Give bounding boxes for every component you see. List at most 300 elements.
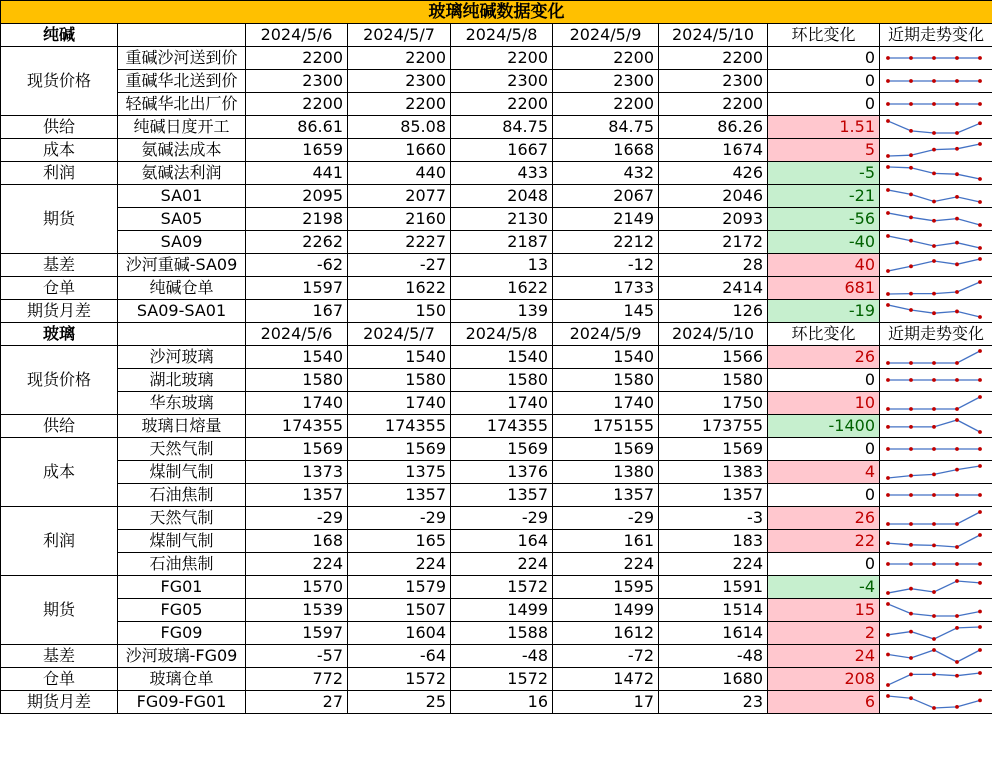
sparkline-point [886,602,890,606]
value-cell: 1740 [451,392,553,415]
sparkline-point [932,219,936,223]
value-cell: 1569 [659,438,768,461]
sparkline-point [932,102,936,106]
value-cell: 1375 [348,461,451,484]
table-row [1,47,992,70]
sparkline-chart [880,208,988,230]
sparkline-point [978,581,982,585]
trend-cell [880,668,992,691]
sparkline-point [955,522,959,526]
sparkline-point [886,562,890,566]
value-cell: 2300 [246,70,348,93]
sparkline-point [886,165,890,169]
item-name: 玻璃仓单 [118,668,246,691]
value-cell: 2130 [451,208,553,231]
value-cell: 2160 [348,208,451,231]
change-cell: -40 [768,231,880,254]
change-cell: 4 [768,461,880,484]
sparkline-point [932,522,936,526]
table-row [1,70,992,93]
category-cell: 现货价格 [1,346,118,415]
item-name: FG09-FG01 [118,691,246,714]
sparkline-chart [880,346,988,368]
trend-cell [880,438,992,461]
category-cell: 利润 [1,507,118,576]
category-cell: 期货月差 [1,300,118,323]
sparkline-point [955,172,959,176]
sparkline-chart [880,116,988,138]
sparkline-point [955,493,959,497]
value-cell: 126 [659,300,768,323]
sparkline-point [978,430,982,434]
sparkline-point [978,177,982,181]
date-header: 2024/5/7 [348,323,451,346]
sparkline-point [978,280,982,284]
value-cell: -27 [348,254,451,277]
value-cell: 1514 [659,599,768,622]
sparkline-point [955,131,959,135]
sparkline-point [932,244,936,248]
item-name: 轻碱华北出厂价 [118,93,246,116]
value-cell: 1622 [451,277,553,300]
sparkline-point [932,493,936,497]
sparkline-point [955,56,959,60]
sparkline-point [909,612,913,616]
sparkline-point [932,614,936,618]
sparkline-point [886,493,890,497]
table-row [1,530,992,553]
value-cell: 1612 [553,622,659,645]
value-cell: 16 [451,691,553,714]
table-row [1,208,992,231]
date-header: 2024/5/9 [553,323,659,346]
value-cell: 2149 [553,208,659,231]
value-cell: 1614 [659,622,768,645]
value-cell: 2067 [553,185,659,208]
value-cell: 28 [659,254,768,277]
table-row [1,231,992,254]
sparkline-point [978,533,982,537]
trend-cell [880,369,992,392]
sparkline-point [978,698,982,702]
sparkline-point [978,395,982,399]
trend-cell [880,484,992,507]
change-cell: 26 [768,346,880,369]
value-cell: 1750 [659,392,768,415]
sparkline-point [955,241,959,245]
item-name: 天然气制 [118,438,246,461]
value-cell: 1472 [553,668,659,691]
value-cell: -29 [451,507,553,530]
sparkline-point [909,696,913,700]
sparkline-point [932,425,936,429]
sparkline-point [886,476,890,480]
sparkline-chart [880,576,988,598]
value-cell: 27 [246,691,348,714]
sparkline-point [886,407,890,411]
sparkline-point [886,694,890,698]
sparkline-chart [880,438,988,460]
trend-cell [880,231,992,254]
item-name: 重碱沙河送到价 [118,47,246,70]
change-cell: -21 [768,185,880,208]
change-cell: 26 [768,507,880,530]
value-cell: 224 [659,553,768,576]
value-cell: 1579 [348,576,451,599]
value-cell: 2414 [659,277,768,300]
table-row [1,185,992,208]
sparkline-point [886,119,890,123]
sparkline-point [978,671,982,675]
sparkline-point [909,543,913,547]
sparkline-point [886,633,890,637]
item-name: 氨碱法利润 [118,162,246,185]
value-cell: 164 [451,530,553,553]
value-cell: 1580 [246,369,348,392]
trend-cell [880,622,992,645]
item-name: 天然气制 [118,507,246,530]
value-cell: 145 [553,300,659,323]
sparkline-point [932,706,936,710]
value-cell: 2212 [553,231,659,254]
value-cell: 1659 [246,139,348,162]
value-cell: 1540 [348,346,451,369]
value-cell: 426 [659,162,768,185]
category-cell: 期货月差 [1,691,118,714]
sparkline-point [955,705,959,709]
sparkline-point [909,673,913,677]
sparkline-point [955,147,959,151]
table-row [1,415,992,438]
change-cell: 22 [768,530,880,553]
item-name: 煤制气制 [118,530,246,553]
sparkline-point [932,673,936,677]
value-cell: 2200 [348,47,451,70]
sparkline-chart [880,461,988,483]
change-cell: 5 [768,139,880,162]
sparkline-chart [880,392,988,414]
item-name: 煤制气制 [118,461,246,484]
value-cell: 1499 [553,599,659,622]
table-row [1,599,992,622]
sparkline-point [932,648,936,652]
item-name: 纯碱日度开工 [118,116,246,139]
value-cell: 2300 [659,70,768,93]
sparkline-chart [880,599,988,621]
change-cell: 0 [768,438,880,461]
sparkline-point [955,626,959,630]
trend-cell [880,93,992,116]
sparkline-point [978,121,982,125]
table-row [1,116,992,139]
sparkline-point [909,56,913,60]
sparkline-point [932,378,936,382]
table-row [1,139,992,162]
value-cell: 1674 [659,139,768,162]
change-header: 环比变化 [768,24,880,47]
table-row [1,93,992,116]
sparkline-point [886,56,890,60]
sparkline-point [932,311,936,315]
sparkline-point [909,361,913,365]
value-cell: 1595 [553,576,659,599]
sparkline-point [978,315,982,319]
sparkline-point [886,591,890,595]
item-name: 氨碱法成本 [118,139,246,162]
sparkline-point [886,269,890,273]
sparkline-point [978,510,982,514]
change-cell: -19 [768,300,880,323]
value-cell: 1376 [451,461,553,484]
table-row [1,461,992,484]
value-cell: 84.75 [451,116,553,139]
sparkline-chart [880,300,988,322]
value-cell: -57 [246,645,348,668]
value-cell: 1580 [451,369,553,392]
trend-cell [880,507,992,530]
trend-header: 近期走势变化 [880,24,992,47]
section-header-row [1,323,992,346]
sparkline-point [909,562,913,566]
value-cell: 2200 [553,93,659,116]
table-row [1,507,992,530]
value-cell: 2172 [659,231,768,254]
sparkline-chart [880,622,988,644]
sparkline-point [932,543,936,547]
table-row [1,576,992,599]
value-cell: 1569 [553,438,659,461]
value-cell: 2200 [451,93,553,116]
item-name: 湖北玻璃 [118,369,246,392]
value-cell: -3 [659,507,768,530]
category-cell: 期货 [1,185,118,254]
value-cell: 1733 [553,277,659,300]
category-cell: 现货价格 [1,47,118,116]
sparkline-chart [880,553,988,575]
value-cell: 86.61 [246,116,348,139]
header-blank [118,323,246,346]
sparkline-point [978,378,982,382]
value-cell: 441 [246,162,348,185]
sparkline-point [909,79,913,83]
sparkline-point [955,418,959,422]
change-cell: 10 [768,392,880,415]
sparkline-point [955,262,959,266]
value-cell: 1604 [348,622,451,645]
trend-cell [880,691,992,714]
trend-cell [880,162,992,185]
sparkline-point [955,674,959,678]
change-cell: 0 [768,369,880,392]
value-cell: 2046 [659,185,768,208]
sparkline-point [955,447,959,451]
item-name: 纯碱仓单 [118,277,246,300]
sparkline-point [909,153,913,157]
value-cell: 1740 [246,392,348,415]
item-name: 沙河玻璃 [118,346,246,369]
sparkline-chart [880,47,988,69]
sparkline-point [886,653,890,657]
change-cell: 2 [768,622,880,645]
sparkline-point [886,234,890,238]
value-cell: 86.26 [659,116,768,139]
sparkline-point [909,264,913,268]
sparkline-point [886,522,890,526]
item-name: 沙河玻璃-FG09 [118,645,246,668]
date-header: 2024/5/6 [246,24,348,47]
sparkline-point [932,562,936,566]
trend-cell [880,645,992,668]
value-cell: -62 [246,254,348,277]
item-name: 石油焦制 [118,553,246,576]
value-cell: 1357 [553,484,659,507]
sparkline-point [909,656,913,660]
change-cell: 0 [768,93,880,116]
item-name: SA01 [118,185,246,208]
value-cell: 168 [246,530,348,553]
value-cell: 2262 [246,231,348,254]
sparkline-line [888,305,980,317]
sparkline-point [955,468,959,472]
value-cell: 1570 [246,576,348,599]
category-cell: 期货 [1,576,118,645]
sparkline-point [909,239,913,243]
value-cell: 2300 [451,70,553,93]
sparkline-point [955,361,959,365]
trend-cell [880,277,992,300]
value-cell: 1572 [451,576,553,599]
sparkline-point [978,56,982,60]
sparkline-chart [880,231,988,253]
value-cell: 1499 [451,599,553,622]
value-cell: 2095 [246,185,348,208]
change-cell: 24 [768,645,880,668]
sparkline-point [886,303,890,307]
date-header: 2024/5/9 [553,24,659,47]
value-cell: 84.75 [553,116,659,139]
value-cell: 1580 [659,369,768,392]
trend-cell [880,346,992,369]
trend-cell [880,139,992,162]
value-cell: 1357 [348,484,451,507]
value-cell: 772 [246,668,348,691]
change-cell: 681 [768,277,880,300]
table-row [1,254,992,277]
item-name: 沙河重碱-SA09 [118,254,246,277]
value-cell: -29 [553,507,659,530]
value-cell: -64 [348,645,451,668]
value-cell: 1383 [659,461,768,484]
value-cell: 23 [659,691,768,714]
header-blank [118,24,246,47]
trend-header: 近期走势变化 [880,323,992,346]
value-cell: 150 [348,300,451,323]
value-cell: 2227 [348,231,451,254]
category-cell: 基差 [1,254,118,277]
item-name: 华东玻璃 [118,392,246,415]
sparkline-point [978,246,982,250]
sparkline-point [955,545,959,549]
trend-cell [880,553,992,576]
value-cell: -12 [553,254,659,277]
sparkline-chart [880,668,988,690]
trend-cell [880,185,992,208]
value-cell: 1580 [348,369,451,392]
sparkline-point [955,195,959,199]
sparkline-point [978,200,982,204]
date-header: 2024/5/6 [246,323,348,346]
value-cell: 175155 [553,415,659,438]
sparkline-point [909,630,913,634]
trend-cell [880,392,992,415]
sparkline-point [886,541,890,545]
sparkline-point [955,290,959,294]
trend-cell [880,116,992,139]
table-row [1,392,992,415]
category-cell: 供给 [1,415,118,438]
sparkline-point [909,407,913,411]
sparkline-point [909,292,913,296]
trend-cell [880,576,992,599]
title-row [1,1,992,24]
change-cell: 15 [768,599,880,622]
table-row [1,645,992,668]
value-cell: -29 [348,507,451,530]
item-name: 重碱华北送到价 [118,70,246,93]
value-cell: 1373 [246,461,348,484]
value-cell: 1569 [451,438,553,461]
sparkline-point [932,473,936,477]
value-cell: 1566 [659,346,768,369]
sparkline-point [886,378,890,382]
sparkline-point [909,493,913,497]
item-name: SA05 [118,208,246,231]
value-cell: 1357 [659,484,768,507]
value-cell: 1507 [348,599,451,622]
sparkline-point [955,217,959,221]
sparkline-point [886,683,890,687]
sparkline-point [978,79,982,83]
section-name: 玻璃 [1,323,118,346]
category-cell: 成本 [1,438,118,507]
item-name: 玻璃日熔量 [118,415,246,438]
trend-cell [880,70,992,93]
sparkline-point [932,637,936,641]
value-cell: 224 [553,553,659,576]
value-cell: 1540 [246,346,348,369]
date-header: 2024/5/7 [348,24,451,47]
value-cell: -72 [553,645,659,668]
value-cell: 1540 [451,346,553,369]
sparkline-point [978,102,982,106]
sparkline-point [932,148,936,152]
change-cell: -5 [768,162,880,185]
change-cell: 0 [768,47,880,70]
sparkline-chart [880,691,988,713]
value-cell: 161 [553,530,659,553]
value-cell: 1680 [659,668,768,691]
value-cell: 2300 [348,70,451,93]
value-cell: 1380 [553,461,659,484]
value-cell: 1357 [451,484,553,507]
value-cell: 1667 [451,139,553,162]
sparkline-point [932,407,936,411]
sparkline-point [955,102,959,106]
sparkline-point [955,660,959,664]
sparkline-chart [880,530,988,552]
sparkline-point [978,610,982,614]
date-header: 2024/5/10 [659,24,768,47]
